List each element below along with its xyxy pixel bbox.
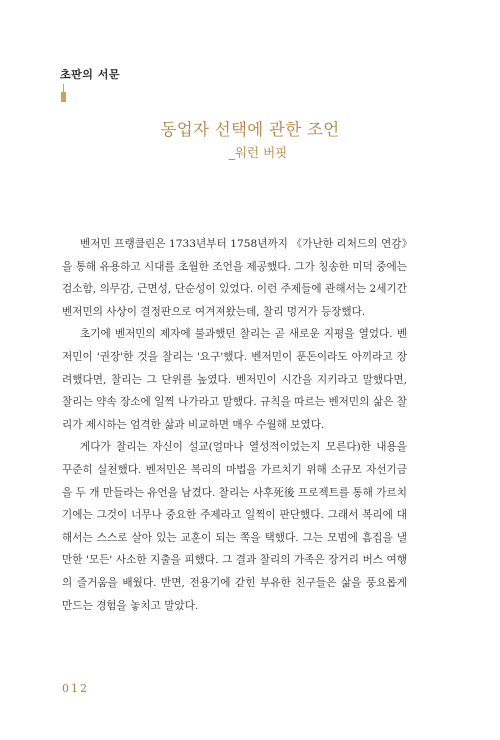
- paragraph: 벤저민 프랭클린은 1733년부터 1758년까지 《가난한 리처드의 연감》을 통해 유용하고 시대를 초월한 조언을 제공했다. 그가 칭송한 미덕 중에는 검소함, 의무감, 근면성, 단순성이 있었다. 이런 주제들에 관해서는 2세기간 벤저민의 사상이 결정판으로 여겨져왔는데, 찰리 멍거가 등장했다.: [62, 238, 407, 318]
- paragraph: 초기에 벤저민의 제자에 불과했던 찰리는 곧 새로운 지평을 열었다. 벤저민이 '권장'한 것을 찰리는 '요구'했다. 벤저민이 푼돈이라도 아끼라고 장려했다면, 찰리는 그 단위를 높였다. 벤저민이 시간을 지키라고 말했다면, 찰리는 약속 장소에 일찍 나가라고 말했다. 규칙을 따르는 벤저민의 삶은 찰리가 제시하는 엄격한 삶과 비교하면 매우 수월해 보였다.: [62, 328, 407, 431]
- paragraph: 게다가 찰리는 자신이 설교(얼마나 열성적이었는지 모른다)한 내용을 꾸준히 실천했다. 벤저민은 복리의 마법을 가르치기 위해 소규모 자선기금을 두 개 만들라는 유언을 남겼다. 찰리는 사후死後 프로젝트를 통해 가르치기에는 그것이 너무나 중요한 주제라고 일찍이 판단했다. 그래서 복리에 대해서는 스스로 살아 있는 교훈이 되는 쪽을 택했다. 그는 모범에 흠집을 낼 만한 '모든' 사소한 지출을 피했다. 그 결과 찰리의 가족은 장거리 버스 여행의 즐거움을 배웠다. 반면, 전용기에 갇힌 부유한 친구들은 삶을 풍요롭게 만드는 경험을 놓치고 말았다.: [62, 441, 407, 612]
- chapter-title: 동업자 선택에 관한 조언: [160, 120, 340, 139]
- chapter-author: _워런 버핏: [228, 145, 288, 160]
- body-text: [62, 233, 407, 617]
- running-head: 초판의 서문: [60, 68, 120, 81]
- page-number: 012: [62, 682, 89, 695]
- head-marker: [61, 92, 66, 102]
